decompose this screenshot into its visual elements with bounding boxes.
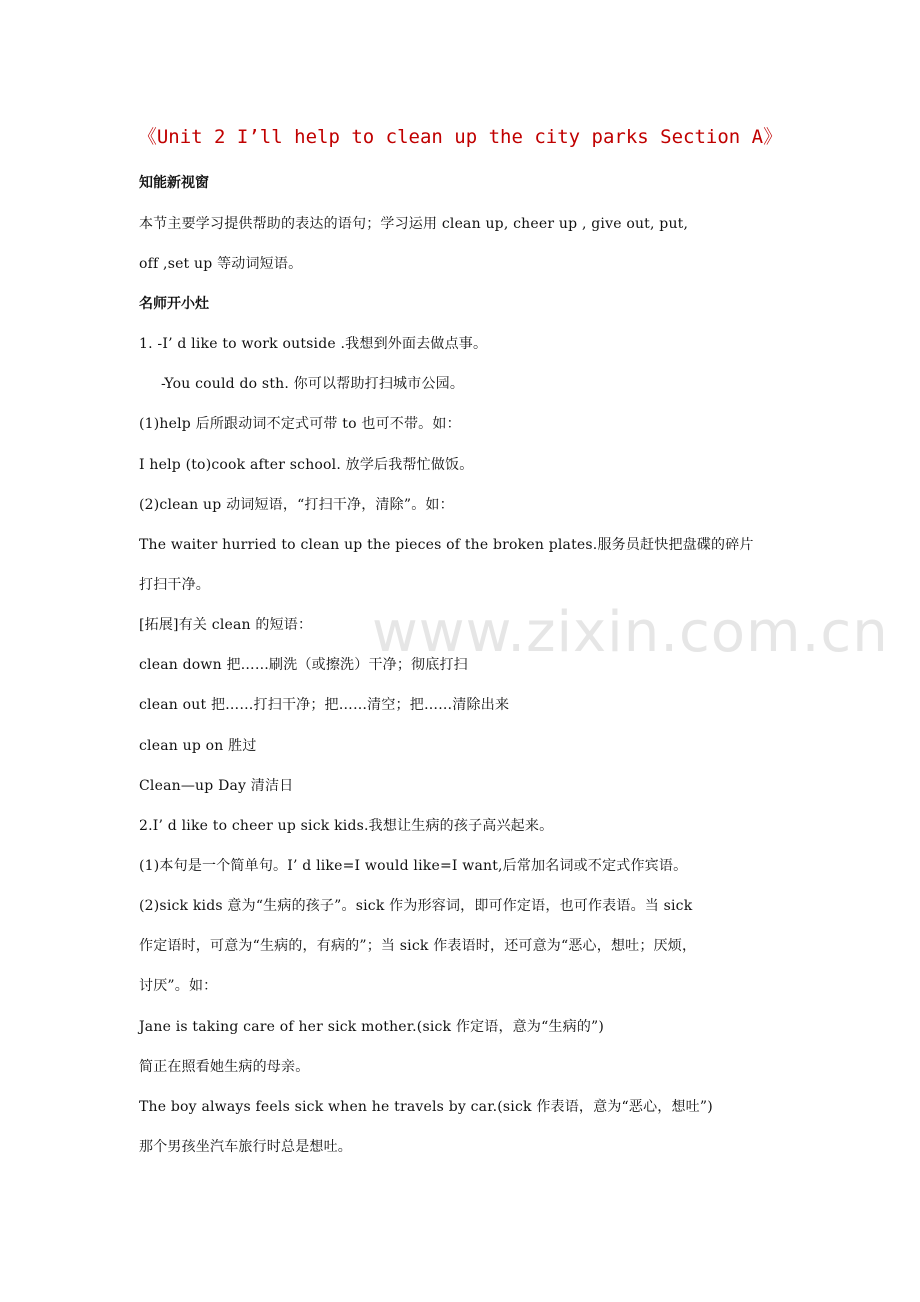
paragraph-line: The waiter hurried to clean up the pieces of the broken plates.服务员赶快把盘碟的碎片 bbox=[139, 537, 754, 553]
paragraph-line: 作定语时，可意为“生病的，有病的”；当 sick 作表语时，还可意为“恶心，想吐；厌烦， bbox=[139, 938, 697, 954]
paragraph-line: 2.I’ d like to cheer up sick kids.我想让生病的孩子高兴起来。 bbox=[139, 818, 554, 834]
paragraph-line: off ,set up 等动词短语。 bbox=[139, 256, 303, 272]
document-title: 《Unit 2 I’ll help to clean up the city parks Section A》 bbox=[137, 126, 783, 148]
paragraph-line: [拓展]有关 clean 的短语： bbox=[139, 617, 313, 633]
paragraph-line: 简正在照看她生病的母亲。 bbox=[139, 1059, 310, 1075]
section-heading: 知能新视窗 bbox=[139, 175, 209, 191]
section-heading: 名师开小灶 bbox=[139, 296, 209, 312]
paragraph-line: (1)本句是一个简单句。I’ d like=I would like=I want,后常加名词或不定式作宾语。 bbox=[139, 858, 688, 874]
paragraph-line: clean up on 胜过 bbox=[139, 738, 257, 754]
paragraph-line: 本节主要学习提供帮助的表达的语句；学习运用 clean up, cheer up , give out, put, bbox=[139, 216, 689, 232]
paragraph-line: The boy always feels sick when he travels by car.(sick 作表语，意为“恶心，想吐”) bbox=[139, 1099, 713, 1115]
paragraph-line: (2)clean up 动词短语，“打扫干净，清除”。如： bbox=[139, 497, 454, 513]
paragraph-line: Jane is taking care of her sick mother.(sick 作定语，意为“生病的”) bbox=[139, 1019, 605, 1035]
paragraph-line: 讨厌”。如： bbox=[139, 978, 218, 994]
paragraph-line: 那个男孩坐汽车旅行时总是想吐。 bbox=[139, 1139, 352, 1155]
paragraph-line: clean down 把……刷洗（或擦洗）干净；彻底打扫 bbox=[139, 657, 468, 673]
paragraph-line: I help (to)cook after school. 放学后我帮忙做饭。 bbox=[139, 457, 474, 473]
paragraph-line: (2)sick kids 意为“生病的孩子”。sick 作为形容词，即可作定语，也可作表语。当 sick bbox=[139, 898, 693, 914]
paragraph-line: 1. -I’ d like to work outside .我想到外面去做点事。 bbox=[139, 336, 488, 352]
paragraph-line: clean out 把……打扫干净；把……清空；把……清除出来 bbox=[139, 697, 510, 713]
paragraph-line: -You could do sth. 你可以帮助打扫城市公园。 bbox=[161, 376, 465, 392]
paragraph-line: Clean—up Day 清洁日 bbox=[139, 778, 294, 794]
paragraph-line: 打扫干净。 bbox=[139, 577, 210, 593]
paragraph-line: (1)help 后所跟动词不定式可带 to 也可不带。如： bbox=[139, 416, 461, 432]
watermark: www.zixin.com.cn bbox=[372, 600, 889, 665]
